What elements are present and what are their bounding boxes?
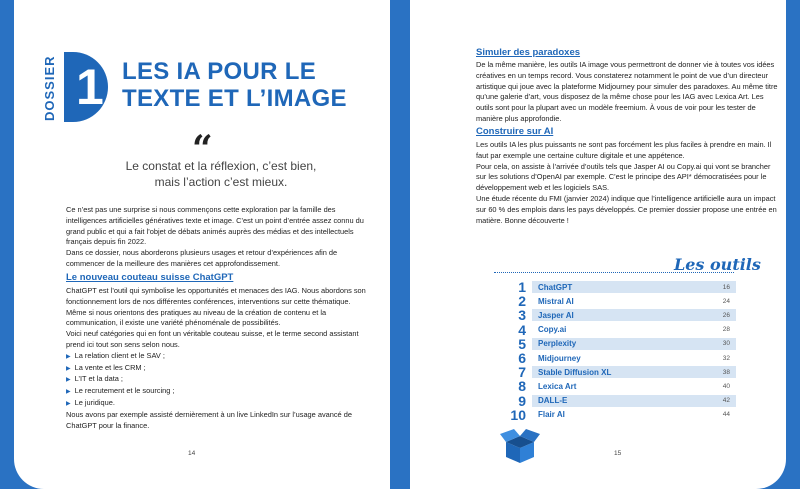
tools-list [490, 280, 736, 422]
tool-name: Flair AI [538, 410, 565, 420]
tool-row [490, 408, 736, 422]
tool-bar [532, 309, 736, 321]
section3-paragraph-3: Une étude récente du FMI (janvier 2024) indique que l’intelligence artificielle aura un impact sur 60 % des emplois dans les pays développés. Ce premier dossier propose une entrée en matière. Bonne découverte ! [476, 193, 777, 225]
tool-page: 32 [722, 354, 730, 362]
section1-paragraph-2: Voici neuf catégories qui en font un véritable couteau suisse, et le terme second assistant prend ici tout son sens selon nous. [66, 329, 359, 349]
tool-bar [532, 324, 736, 336]
tool-page: 44 [722, 411, 730, 419]
tool-page: 40 [722, 382, 730, 390]
page-number: 15 [614, 450, 622, 457]
tool-bar [532, 409, 736, 421]
tool-row [490, 394, 736, 408]
tool-name: Perplexity [538, 339, 577, 349]
section-heading-construire: Construire sur AI [476, 126, 554, 137]
tool-page: 26 [722, 311, 730, 319]
tool-page: 30 [722, 340, 730, 348]
bullet-list [66, 351, 368, 410]
page-number: 14 [188, 450, 196, 457]
intro-text [66, 205, 368, 270]
tool-row [490, 323, 736, 337]
tool-bar [532, 366, 736, 378]
tool-number: 7 [518, 364, 526, 381]
bullet-item: ▶ La vente et les CRM ; [66, 363, 368, 375]
tools-divider [494, 272, 734, 273]
tool-row [490, 280, 736, 294]
dossier-label: DOSSIER [42, 55, 57, 121]
section3-paragraph-1: Les outils IA les plus puissants ne sont pas forcément les plus faciles à prendre en main. Il faut par exemple une certaine culture digitale et une appétence. [476, 140, 772, 160]
intro-paragraph-2: Dans ce dossier, nous aborderons plusieurs usages et retour d’expériences afin de commencer de la meilleure des manières cet approfondissement. [66, 248, 338, 268]
tool-bar [532, 352, 736, 364]
section-body-construire [476, 140, 778, 226]
tool-number: 8 [518, 378, 526, 395]
tool-number: 10 [510, 406, 526, 423]
tool-row [490, 337, 736, 351]
section1-paragraph-3: Nous avons par exemple assisté dernièrement à un live LinkedIn sur l’usage avancé de ChatGPT pour la finance. [66, 409, 352, 430]
tool-row [490, 379, 736, 393]
tool-bar [532, 295, 736, 307]
tool-number: 6 [518, 350, 526, 367]
tool-bar [532, 380, 736, 392]
dossier-number: 1 [76, 59, 104, 115]
bullet-item: ▶ Le juridique. [66, 398, 368, 410]
intro-paragraph-1: Ce n’est pas une surprise si nous commençons cette exploration par la famille des intelligences artificielles génératives texte et image. C’est un point d’entrée assez connu du grand public et qui a fait l’objet de débats animés auprès des médias et des intellectuels français depuis fin 2022. [66, 205, 364, 247]
tool-name: Copy.ai [538, 325, 567, 335]
tool-page: 24 [722, 297, 730, 305]
tool-row [490, 351, 736, 365]
tool-page: 16 [722, 283, 730, 291]
tools-title: Les outils [674, 255, 761, 274]
tool-number: 2 [518, 293, 526, 310]
title-line-1: LES IA POUR LE [122, 58, 316, 85]
tool-name: Midjourney [538, 353, 581, 363]
quote-line-1: Le constat et la réflexion, c’est bien, [125, 159, 317, 173]
quote-mark-icon: “ [192, 128, 213, 170]
left-page [14, 0, 390, 489]
tool-bar [532, 395, 736, 407]
tool-name: Lexica Art [538, 381, 577, 391]
page-title [122, 58, 382, 112]
tool-number: 9 [518, 392, 526, 409]
bullet-item: ▶ La relation client et le SAV ; [66, 351, 368, 363]
tool-number: 1 [518, 279, 526, 296]
section-body-chatgpt [66, 286, 368, 431]
tool-page: 38 [722, 368, 730, 376]
section2-paragraph-1: De la même manière, les outils IA image vous permettront de donner vie à toutes vos idées créatives en un temps record. Vous constaterez notamment le point de vue d’un directeur artistique qui joue avec la plateforme Midjourney pour simuler des paradoxes. Au même titre qu’une galerie d’art, vous disposez de la même chose pour les IAG avec Lexica Art. Les outils sont pour la plupart avec un modèle freemium. À vous de voir pour les tester de manière plus approfondie. [476, 60, 778, 123]
tool-row [490, 294, 736, 308]
section-heading-chatgpt: Le nouveau couteau suisse ChatGPT [66, 272, 234, 283]
tool-page: 28 [722, 326, 730, 334]
bullet-item: ▶ L’IT et la data ; [66, 374, 368, 386]
pull-quote [86, 158, 356, 190]
tool-bar [532, 338, 736, 350]
section1-paragraph-1: ChatGPT est l’outil qui symbolise les opportunités et menaces des IAG. Nous abordons son fonctionnement lors de nos différentes conférences, interventions sur cette thématique. Même si nous orientons des pratiques au niveau de la création de contenu et la communication, il existe une variété phénoménale de possibilités. [66, 286, 366, 328]
tool-number: 3 [518, 307, 526, 324]
tool-number: 4 [518, 321, 526, 338]
tool-row [490, 365, 736, 379]
right-page [410, 0, 786, 489]
section-heading-paradoxes: Simuler des paradoxes [476, 47, 581, 58]
bullet-item: ▶ Le recrutement et le sourcing ; [66, 386, 368, 398]
tool-row [490, 308, 736, 322]
quote-line-2: mais l’action c’est mieux. [154, 175, 288, 189]
tool-bar [532, 281, 736, 293]
tool-name: DALL-E [538, 396, 568, 406]
tool-name: Jasper AI [538, 310, 574, 320]
title-line-2: TEXTE ET L’IMAGE [122, 85, 347, 112]
tool-page: 42 [722, 397, 730, 405]
tool-name: Mistral AI [538, 296, 574, 306]
section-body-paradoxes [476, 60, 778, 125]
tool-name: Stable Diffusion XL [538, 367, 612, 377]
open-box-icon [500, 428, 540, 464]
tool-number: 5 [518, 335, 526, 352]
tool-name: ChatGPT [538, 282, 573, 292]
section3-paragraph-2: Pour cela, on assiste à l’arrivée d’outils tels que Jasper AI ou Copy.ai qui vont se brancher sur les solutions d’OpenAI par exemple. C’est le principe des API* démocratisées pour le développement web et les logiciels SAS. [476, 161, 771, 193]
